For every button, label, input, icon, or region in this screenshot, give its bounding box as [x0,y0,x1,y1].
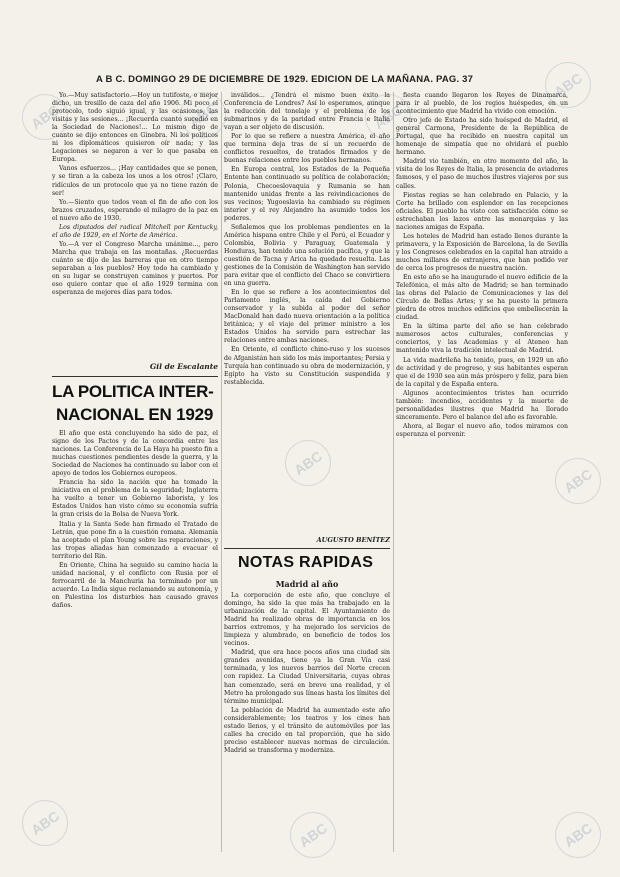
byline-gil-de-escalante: Gil de Escalante [149,362,218,371]
paragraph: Madrid, que era hace pocos años una ciudad sin grandes avenidas, tiene ya la Gran Vía casi terminada, y los nuevos barrios del Norte crecen con rapidez. La Ciudad Universitaria, cuyas obras han comenzado, será en breve una realidad, y el Metro ha prolongado sus líneas hasta los límites del término municipal. [224,649,390,705]
paragraph: Italia y la Santa Sede han firmado el Tratado de Letrán, que pone fin a la cuestión romana. Alemania ha aceptado el plan Young sobre las reparaciones, y las tropas aliadas han comenzado a evacuar el territorio del Rin. [52,520,218,560]
divider [224,548,390,549]
paragraph: Yo.—A ver el Congreso Marcha unánime..., pero Marcha que trabaja en las montañas. ¿Recuerdas cuánto se dijo de las barreras que en otro tiempo separaban a los pueblos? Hoy todo ha cambiado y en su lugar se construyen caminos y puertos. Por eso quiero contar que el año 1929 termina con esperanza de mejores días para todos. [52,240,218,297]
abc-watermark: ABC [546,803,610,867]
paragraph: Los diputados del radical Mitchell por Kentucky, el año de 1929, en el Norte de América. [52,223,218,239]
abc-watermark: ABC [356,85,420,149]
paragraph: Fiestas regias se han celebrado en Palacio, y la Corte ha brillado con esplendor en las recepciones oficiales. El pueblo ha visto con satisfacción cómo se estrechaban los lazos entre las monarquías y las naciones amigas de España. [396,191,568,231]
column-2-article [224,592,390,850]
paragraph: En lo que se refiere a los acontecimientos del Parlamento inglés, la caída del Gobierno conservador y la subida al poder del señor MacDonald han dado nueva orientación a la política británica; y el viaje del primer ministro a los Estados Unidos ha servido para estrechar las relaciones entre ambas naciones. [224,289,390,345]
column-3 [396,92,568,852]
headline-line-1: LA POLITICA INTER- [52,382,214,401]
paragraph: inválidos... ¿Tendrá el mismo buen éxito la Conferencia de Londres? Así lo esperamos, aunque la reducción del tonelaje y el problema de los submarinos y de la paridad entre Francia e Italia vayan a ser objeto de discusión. [224,92,390,132]
paragraph: En este año se ha inaugurado el nuevo edificio de la Telefónica, el más alto de Madrid; se han terminado las obras del Palacio de Comunicaciones y las del Círculo de Bellas Artes; y se ha puesto la primera piedra de otros muchos edificios que embellecerán la ciudad. [396,274,568,322]
column-separator [393,92,394,852]
abc-watermark: ABC [281,803,345,867]
paragraph: La población de Madrid ha aumentado este año considerablemente; los teatros y los cines han estado llenos, y el tránsito de automóviles por las calles ha crecido en tal proporción, que ha sido preciso establecer nuevas normas de circulación. Madrid se transforma y moderniza. [224,706,390,754]
column-separator [221,92,222,852]
divider [52,376,218,377]
abc-watermark: ABC [13,791,77,855]
paragraph: La vida madrileña ha tenido, pues, en 1929 un año de actividad y de progreso, y sus habitantes esperan que el de 1930 sea aún más próspero y feliz, para bien de la capital y de España entera. [396,356,568,388]
abc-watermark: ABC [13,85,77,149]
paragraph: Yo.—Muy satisfactorio.—Hoy un tutifoste, o mejor dicho, un tresillo de caza del año 1906. Mi poco el protocolo, todo siguió igual, y las ocasiones, las visitas y las sesiones... ¡Recuerda cuanto sucedió en la Sociedad de Naciones!... Lo mismo digo de cuanto se dijo entonces en Ginebra. Ni los políticos ni los diplomáticos quisieron oír nada; y las Legaciones se negaron a ver lo que pasaba en Europa. [52,92,218,164]
paragraph: Ahora, al llegar el nuevo año, todos miramos con esperanza el porvenir. [396,422,568,438]
abc-watermark: ABC [171,83,235,147]
paragraph: Madrid vio también, en otro momento del año, la visita de los Reyes de Italia, la presencia de aviadores famosos, y el paso de muchos ilustres viajeros por sus calles. [396,158,568,190]
paragraph: Por lo que se refiere a nuestra América, el año que termina deja tras de sí un recuerdo de conflictos resueltos, de tratados firmados y de buenas relaciones entre los pueblos hermanos. [224,133,390,165]
headline-line-2: NACIONAL EN 1929 [56,405,214,424]
abc-watermark: ABC [546,449,610,513]
paragraph: Otro jefe de Estado ha sido huésped de Madrid, el general Carmona, Presidente de la República de Portugal, que ha recibido en nuestra capital un homenaje de simpatía que no olvidará el pueblo hermano. [396,117,568,157]
paragraph: Los hoteles de Madrid han estado llenos durante la primavera, y la Exposición de Barcelona, la de Sevilla y los Congresos celebrados en la capital han atraído a muchos millares de extranjeros, que han podido ver de cerca los progresos de nuestra nación. [396,232,568,272]
page-header: A B C. DOMINGO 29 DE DICIEMBRE DE 1929. EDICION DE LA MAÑANA. PAG. 37 [96,74,474,85]
paragraph: La corporación de este año, que concluye el domingo, ha sido la que más ha trabajado en la urbanización de la capital. El Ayuntamiento de Madrid ha realizado obras de importancia en los barrios extremos, y ha mejorado los servicios de limpieza y alumbrado, en beneficio de todos los vecinos. [224,592,390,648]
subhead-madrid-al-ano: Madrid al año [275,579,339,589]
paragraph: En Oriente, China ha seguido su camino hacia la unidad nacional, y el conflicto con Rusia por el ferrocarril de la Manchuria ha terminado por un acuerdo. La India sigue reclamando su autonomía, y en Palestina los disturbios han causado graves daños. [52,561,218,609]
paragraph: En la última parte del año se han celebrado numerosos actos culturales, conferencias y conciertos, y las Academias y el Ateneo han mantenido viva la tradición intelectual de Madrid. [396,323,568,355]
paragraph: Yo.—Siento que todos vean el fin de año con los brazos cruzados, esperando el milagro de la paz en el nuevo año de 1930. [52,198,218,222]
abc-watermark: ABC [536,53,600,117]
paragraph: Algunos acontecimientos tristes han ocurrido también: incendios, accidentes y la muerte de personalidades ilustres que Madrid ha llorado sinceramente. Pero el balance del año es favorable. [396,389,568,421]
column-1-article [52,430,218,850]
paragraph: En Europa central, los Estados de la Pequeña Entente han continuado su política de colaboración; Polonia, Checoeslovaquia y Rumania se han mantenido unidas frente a las reivindicaciones de sus vecinos; Yugoeslavia ha cambiado su régimen interior y el rey Alejandro ha asumido todos los poderes. [224,166,390,222]
column-2 [224,92,390,530]
paragraph: El año que está concluyendo ha sido de paz, el signo de los Pactos y de la concordia entre las naciones. La Conferencia de La Haya ha puesto fin a muchas cuestiones pendientes desde la guerra, y la Sociedad de Naciones ha continuado su labor con el apoyo de todos los Gobiernos europeos. [52,430,218,478]
paragraph: Vanos esfuerzos... ¡Hay cantidades que se ponen, y se tiran a la cabeza los unos a los otros! ¡Claro, ridículos de un protocolo que ya no tiene razón de ser! [52,165,218,197]
signature-augusto-benitez: AUGUSTO BENÍTEZ [316,536,390,544]
paragraph: Señalemos que los problemas pendientes en la América hispana entre Chile y el Perú, el Ecuador y Colombia, Bolivia y Paraguay, Guatemala y Honduras, han tenido una solución pacífica, y que la cuestión de Tacna y Arica ha quedado resuelta. Las gestiones de la Comisión de Washington han servido para evitar que el conflicto del Chaco se convirtiera en una guerra. [224,223,390,288]
paragraph: Francia ha sido la nación que ha tomado la iniciativa en el problema de la seguridad; Inglaterra ha vuelto a tener un Gobierno laborista, y los Estados Unidos han visto cómo su economía sufría la gran crisis de la Bolsa de Nueva York. [52,479,218,519]
paragraph: fiesta cuando llegaron los Reyes de Dinamarca, para ir al pueblo, de los regios huéspedes, en un acontecimiento que Madrid ha vivido con emoción. [396,92,568,116]
headline-notas-rapidas: NOTAS RAPIDAS [238,554,374,571]
abc-watermark: ABC [276,431,340,495]
paragraph: En Oriente, el conflicto chino-ruso y los sucesos de Afganistán han sido los más importantes; Persia y Turquía han continuado su obra de modernización, y Egipto ha visto su Constitución suspendida y restablecida. [224,346,390,386]
